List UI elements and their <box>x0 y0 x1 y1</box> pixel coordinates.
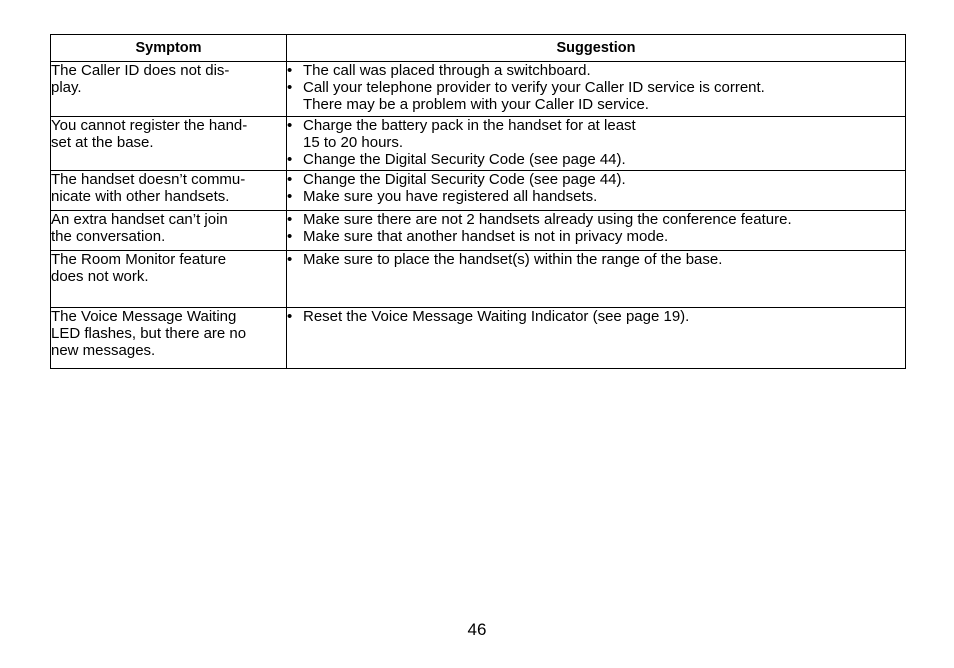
suggestion-line: Call your telephone provider to verify your Caller ID service is corrent. <box>303 79 765 96</box>
symptom-cell <box>51 251 287 308</box>
suggestion-item <box>287 151 905 168</box>
suggestion-item <box>287 79 905 113</box>
page-number: 46 <box>467 620 487 639</box>
table-row <box>51 308 906 369</box>
header-symptom: Symptom <box>51 35 287 62</box>
suggestion-item <box>287 308 905 325</box>
bullet-icon: • <box>287 211 293 228</box>
table-row <box>51 117 906 171</box>
symptom-cell <box>51 308 287 369</box>
suggestion-list <box>287 308 905 325</box>
symptom-line: LED flashes, but there are no <box>51 325 247 342</box>
suggestion-line: Reset the Voice Message Waiting Indicator (see page 19). <box>303 308 690 325</box>
suggestion-item <box>287 251 905 268</box>
table-row <box>51 251 906 308</box>
symptom-cell <box>51 171 287 211</box>
suggestion-cell <box>287 171 906 211</box>
bullet-icon: • <box>287 62 293 79</box>
suggestion-item <box>287 188 905 205</box>
suggestion-line: Charge the battery pack in the handset for at least <box>303 117 636 134</box>
symptom-line: set at the base. <box>51 134 154 151</box>
bullet-icon: • <box>287 79 293 96</box>
symptom-cell <box>51 211 287 251</box>
suggestion-item <box>287 117 905 151</box>
symptom-line: An extra handset can’t join <box>51 211 228 228</box>
symptom-line: does not work. <box>51 268 149 285</box>
table-row <box>51 62 906 117</box>
symptom-line: The Room Monitor feature <box>51 251 227 268</box>
bullet-icon: • <box>287 308 293 325</box>
suggestion-line: Make sure that another handset is not in privacy mode. <box>303 228 669 245</box>
suggestion-list <box>287 171 905 205</box>
suggestion-item <box>287 211 905 228</box>
symptom-line: nicate with other handsets. <box>51 188 230 205</box>
bullet-icon: • <box>287 228 293 245</box>
suggestion-item <box>287 62 905 79</box>
suggestion-list <box>287 251 905 268</box>
suggestion-list <box>287 62 905 113</box>
bullet-icon: • <box>287 251 293 268</box>
suggestion-line: Make sure to place the handset(s) within the range of the base. <box>303 251 723 268</box>
suggestion-list <box>287 117 905 168</box>
suggestion-item <box>287 171 905 188</box>
suggestion-cell <box>287 117 906 171</box>
table-row <box>51 171 906 211</box>
bullet-icon: • <box>287 117 293 134</box>
symptom-line: the conversation. <box>51 228 166 245</box>
suggestion-item <box>287 228 905 245</box>
symptom-line: The handset doesn’t commu- <box>51 171 246 188</box>
suggestion-cell <box>287 308 906 369</box>
suggestion-line: There may be a problem with your Caller ID service. <box>303 96 649 113</box>
table-header-row <box>51 35 906 62</box>
suggestion-line: 15 to 20 hours. <box>303 134 404 151</box>
header-suggestion: Suggestion <box>287 35 906 62</box>
symptom-line: The Caller ID does not dis- <box>51 62 230 79</box>
suggestion-line: Change the Digital Security Code (see page 44). <box>303 171 626 188</box>
bullet-icon: • <box>287 171 293 188</box>
symptom-cell <box>51 117 287 171</box>
suggestion-list <box>287 211 905 245</box>
symptom-line: new messages. <box>51 342 156 359</box>
suggestion-line: Make sure you have registered all handsets. <box>303 188 598 205</box>
bullet-icon: • <box>287 151 293 168</box>
symptom-line: The Voice Message Waiting <box>51 308 237 325</box>
suggestion-cell <box>287 211 906 251</box>
suggestion-cell <box>287 62 906 117</box>
symptom-line: You cannot register the hand- <box>51 117 248 134</box>
suggestion-line: Make sure there are not 2 handsets already using the conference feature. <box>303 211 792 228</box>
bullet-icon: • <box>287 188 293 205</box>
symptom-line: play. <box>51 79 82 96</box>
suggestion-line: The call was placed through a switchboard. <box>303 62 591 79</box>
troubleshooting-table <box>50 34 906 369</box>
suggestion-cell <box>287 251 906 308</box>
symptom-cell <box>51 62 287 117</box>
suggestion-line: Change the Digital Security Code (see page 44). <box>303 151 626 168</box>
table-row <box>51 211 906 251</box>
